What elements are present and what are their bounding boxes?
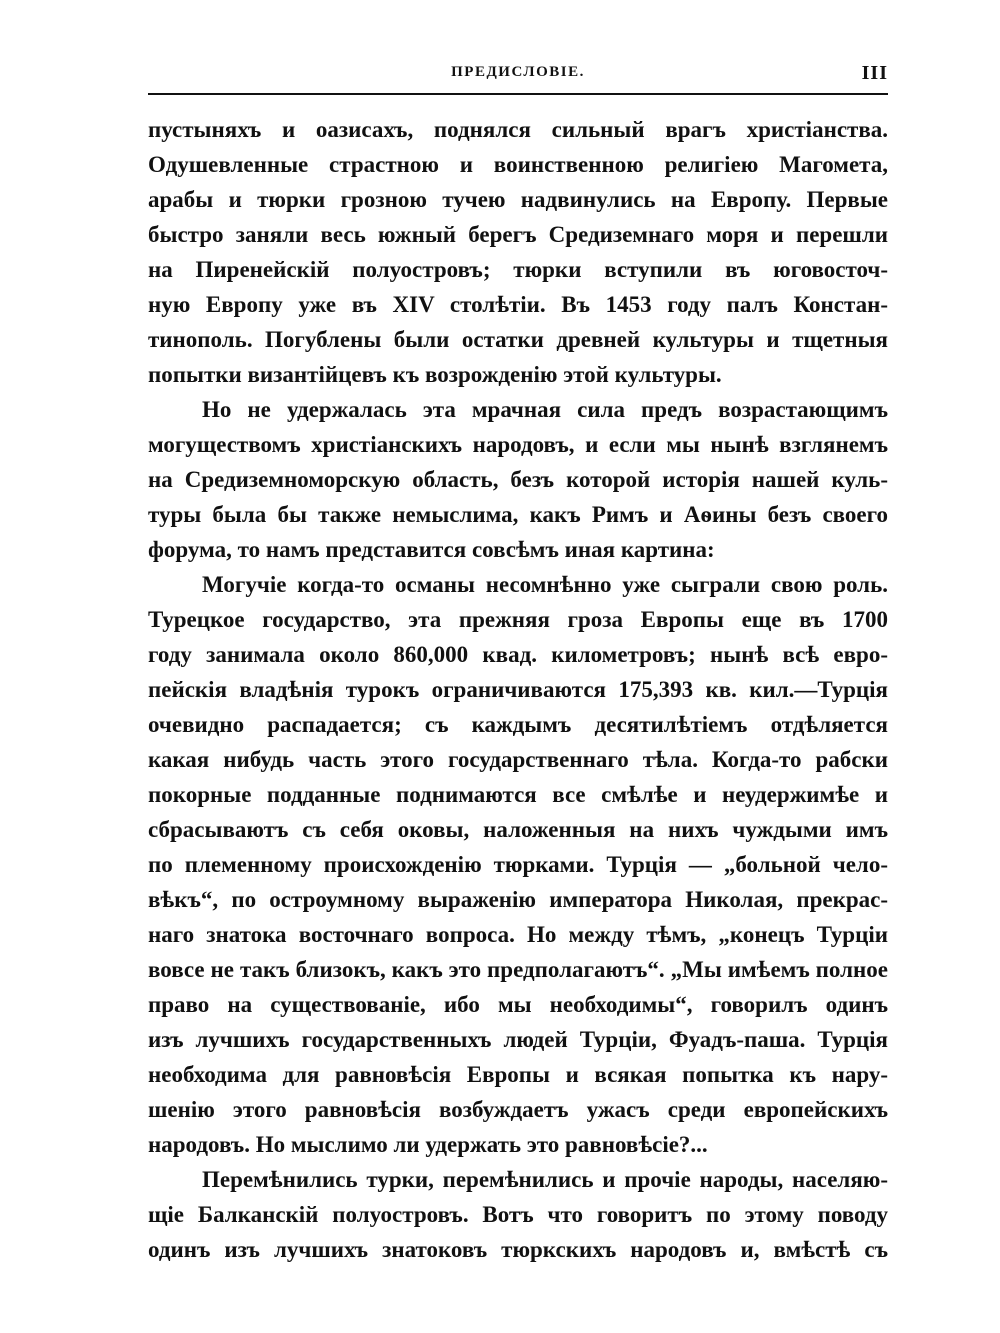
text-line: право на существованіе, ибо мы необходимы“, говорилъ одинъ xyxy=(148,992,888,1017)
text-line: сбрасываютъ съ себя оковы, наложенныя на нихъ чуждыми имъ xyxy=(148,817,888,842)
text-line: попытки византійцевъ къ возрожденію этой культуры. xyxy=(148,362,722,387)
text-line: изъ лучшихъ государственныхъ людей Турціи, Фуадъ-паша. Турція xyxy=(148,1027,888,1052)
text-line: по племенному происхожденію тюрками. Турція — „больной чело- xyxy=(148,852,888,877)
text-line: форума, то намъ представится совсѣмъ иная картина: xyxy=(148,537,715,562)
running-title: ПРЕДИСЛОВІЕ. xyxy=(451,64,585,80)
text-line: Турецкое государство, эта прежняя гроза Европы еще въ 1700 xyxy=(148,607,888,632)
text-line: на Средиземноморскую область, безъ которой исторія нашей куль- xyxy=(148,467,888,492)
text-line: туры была бы также немыслима, какъ Римъ и Аѳины безъ своего xyxy=(148,502,888,527)
text-line: быстро заняли весь южный берегъ Средиземнаго моря и перешли xyxy=(148,222,888,247)
text-line: необходима для равновѣсія Европы и всякая попытка къ нару- xyxy=(148,1062,888,1087)
text-line: на Пиренейскій полуостровъ; тюрки вступили въ юговосточ- xyxy=(148,257,888,282)
text-line: наго знатока восточнаго вопроса. Но между тѣмъ, „конецъ Турціи xyxy=(148,922,888,947)
text-line: какая нибудь часть этого государственнаго тѣла. Когда-то рабски xyxy=(148,747,888,772)
text-line: арабы и тюрки грозною тучею надвинулись на Европу. Первые xyxy=(148,187,888,212)
text-line: могуществомъ христіанскихъ народовъ, и если мы нынѣ взглянемъ xyxy=(148,432,888,457)
text-line: пейскія владѣнія турокъ ограничиваются 175,393 кв. кил.—Турція xyxy=(148,677,888,702)
text-line: щіе Балканскій полуостровъ. Вотъ что говоритъ по этому поводу xyxy=(148,1202,888,1227)
page-number: III xyxy=(861,62,888,84)
text-line: покорные подданные поднимаются все смѣлѣе и неудержимѣе и xyxy=(148,782,888,807)
paragraph-start-line: Но не удержалась эта мрачная сила предъ возрастающимъ xyxy=(202,397,888,422)
text-line: Одушевленные страстною и воинственною религіею Магомета, xyxy=(148,152,888,177)
text-line: одинъ изъ лучшихъ знатоковъ тюркскихъ народовъ и, вмѣстѣ съ xyxy=(148,1237,888,1262)
page-header xyxy=(148,62,888,90)
text-line: ную Европу уже въ XIV столѣтіи. Въ 1453 году палъ Констан- xyxy=(148,292,888,317)
text-line: вѣкъ“, по остроумному выраженію императора Николая, прекрас- xyxy=(148,887,888,912)
text-line: вовсе не такъ близокъ, какъ это предполагаютъ“. „Мы имѣемъ полное xyxy=(148,957,888,982)
paragraph-start-line: Перемѣнились турки, перемѣнились и прочіе народы, населяю- xyxy=(202,1167,888,1192)
text-line: пустыняхъ и оазисахъ, поднялся сильный врагъ христіанства. xyxy=(148,117,888,142)
text-line: очевидно распадается; съ каждымъ десятилѣтіемъ отдѣляется xyxy=(148,712,888,737)
paragraph-start-line: Могучіе когда-то османы несомнѣнно уже сыграли свою роль. xyxy=(202,572,888,597)
text-line: тинополь. Погублены были остатки древней культуры и тщетныя xyxy=(148,327,888,352)
text-line: народовъ. Но мыслимо ли удержать это равновѣсіе?... xyxy=(148,1132,708,1157)
text-line: шенію этого равновѣсія возбуждаетъ ужасъ среди европейскихъ xyxy=(148,1097,888,1122)
body-text xyxy=(148,112,888,1267)
text-line: году занимала около 860,000 квад. километровъ; нынѣ всѣ евро- xyxy=(148,642,888,667)
header-rule xyxy=(148,93,888,95)
